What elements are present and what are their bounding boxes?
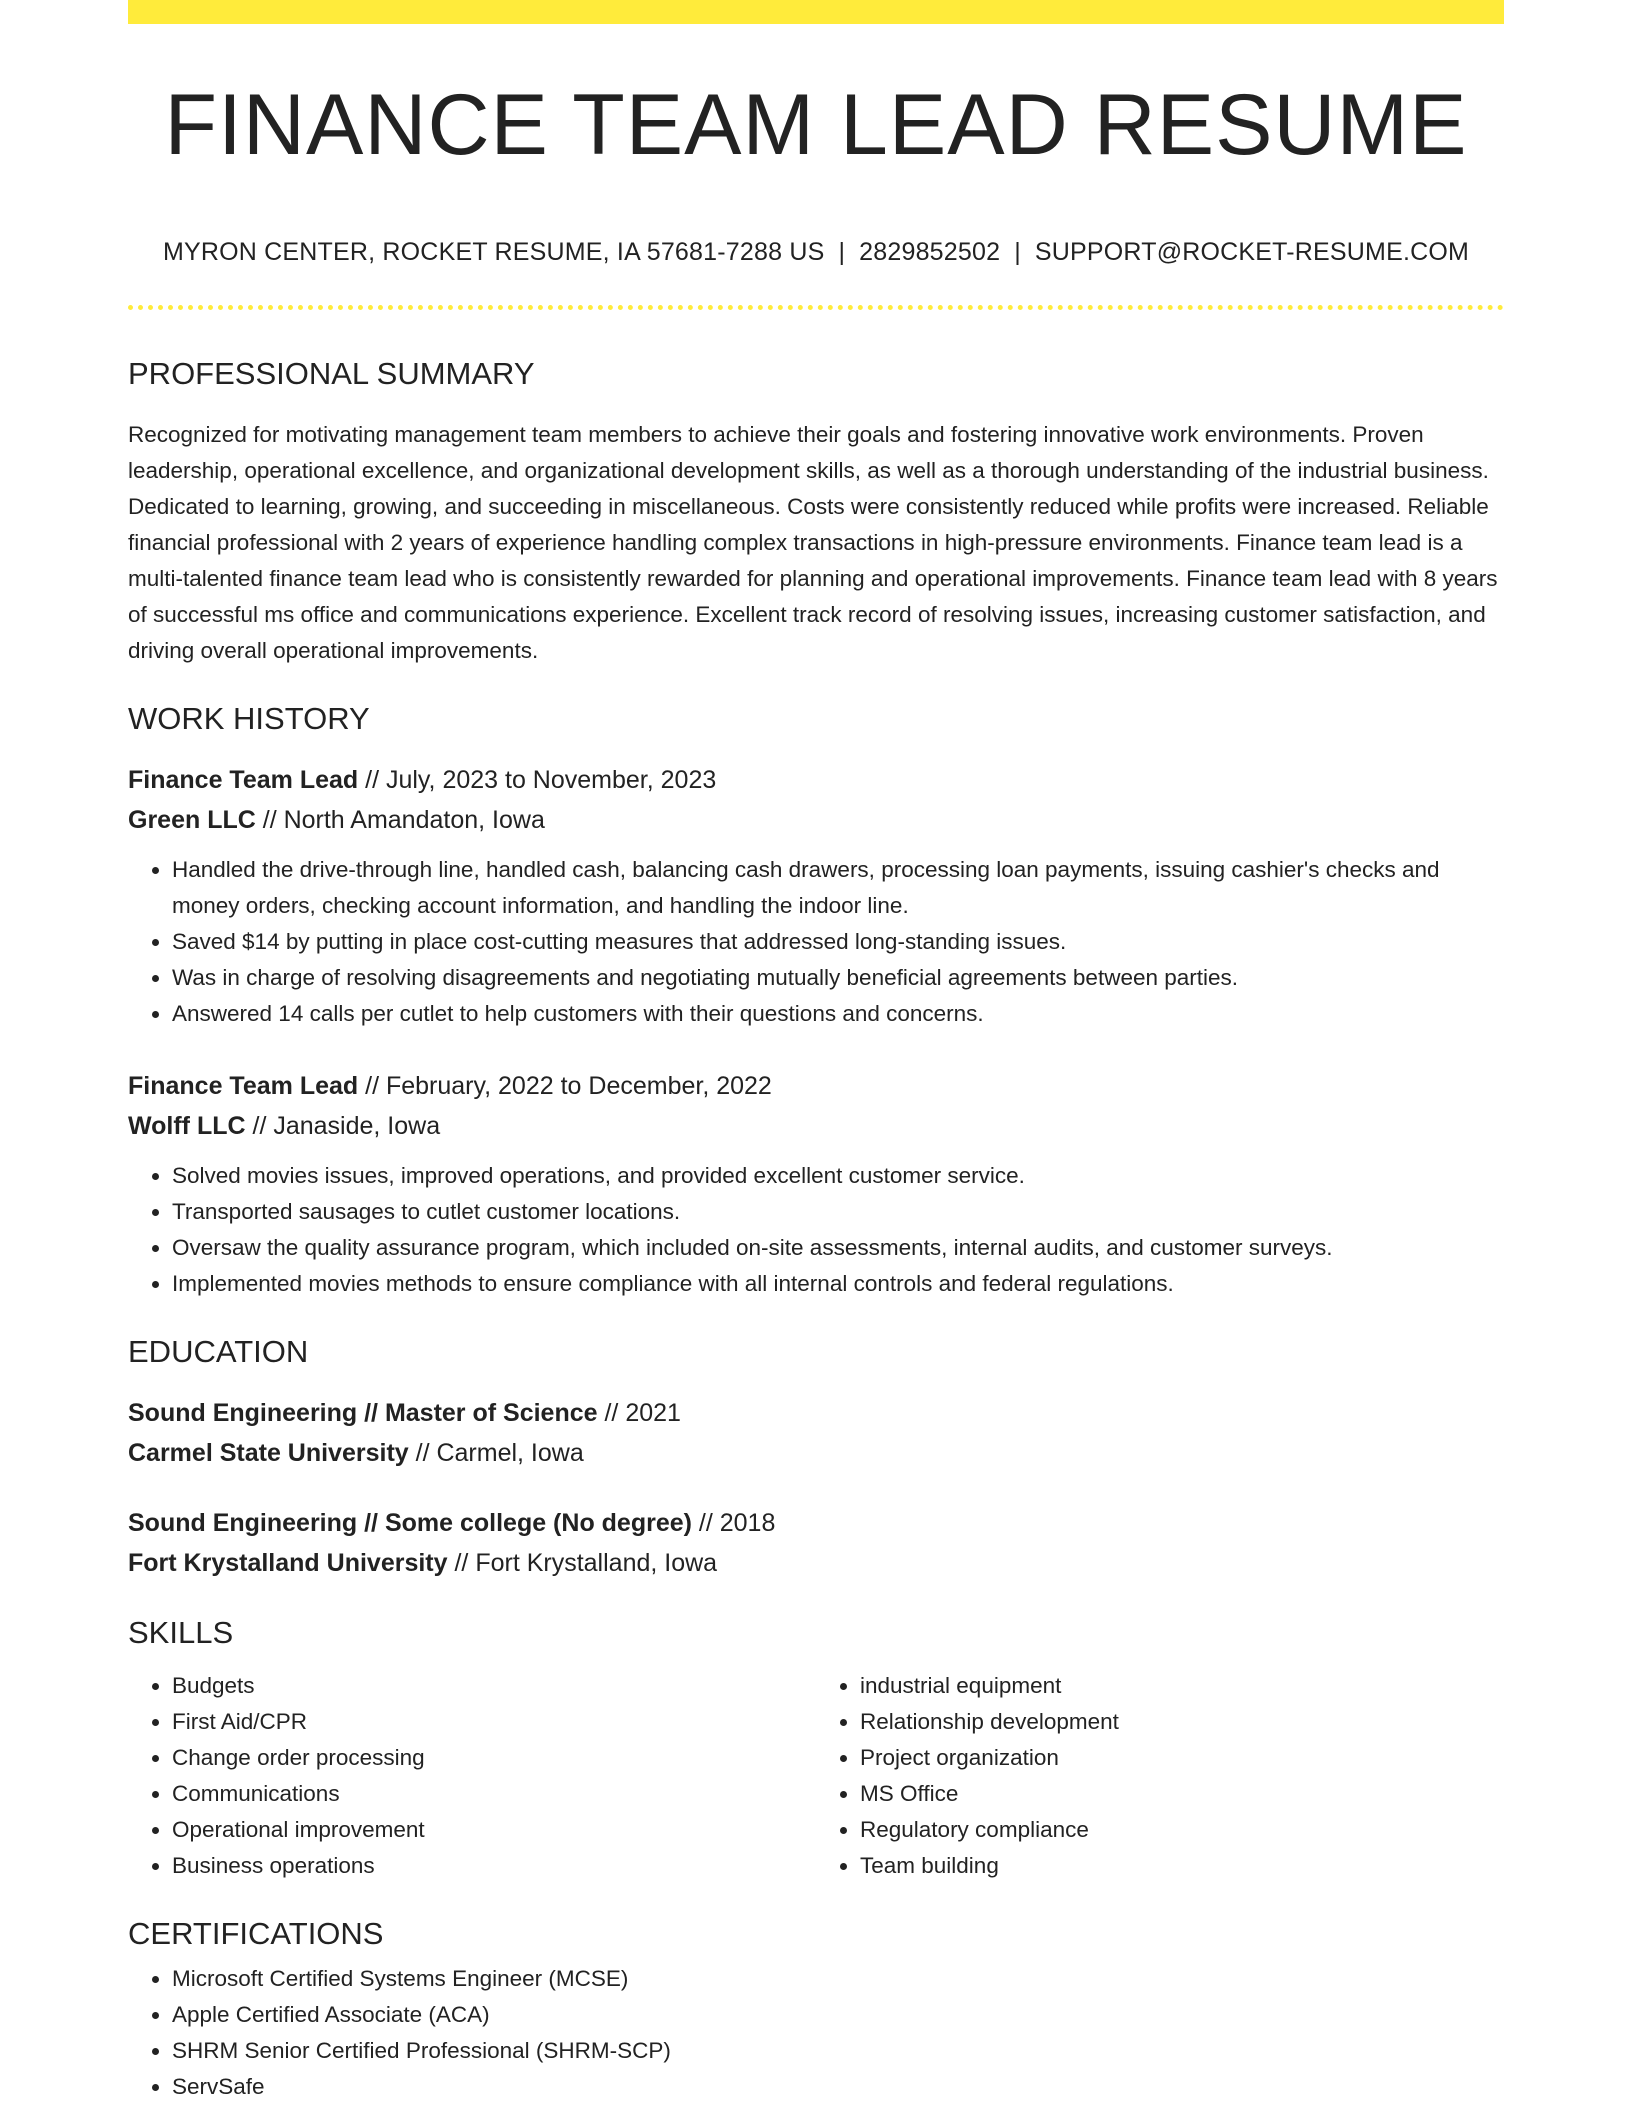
skill-item: • Budgets	[172, 1668, 816, 1704]
education-year: // 2021	[597, 1399, 681, 1427]
job-bullet: • Oversaw the quality assurance program, which included on-site assessments, internal audits, and customer surveys.	[172, 1230, 1504, 1266]
education-degree: Sound Engineering // Some college (No degree)	[128, 1509, 692, 1537]
certification-item: • SHRM Senior Certified Professional (SHRM-SCP)	[172, 2033, 1504, 2069]
certification-item: • ServSafe	[172, 2069, 1504, 2105]
job-bullet: • Solved movies issues, improved operations, and provided excellent customer service.	[172, 1158, 1504, 1194]
dotted-divider	[128, 305, 1504, 310]
job-title-line	[128, 1066, 1504, 1106]
skills-columns	[128, 1668, 1504, 1884]
skill-item: • Relationship development	[860, 1704, 1504, 1740]
education-location: // Fort Krystalland, Iowa	[447, 1549, 718, 1577]
job-title-line	[128, 760, 1504, 800]
skill-item: • Business operations	[172, 1848, 816, 1884]
job-location: // North Amandaton, Iowa	[255, 806, 545, 834]
contact-address: MYRON CENTER, ROCKET RESUME, IA 57681-7288 US	[162, 238, 825, 266]
skill-item: • Team building	[860, 1848, 1504, 1884]
education-entry	[128, 1393, 1504, 1473]
job-bullet: • Was in charge of resolving disagreements and negotiating mutually beneficial agreements between parties.	[172, 960, 1504, 996]
skill-item: • Change order processing	[172, 1740, 816, 1776]
resume-title: FINANCE TEAM LEAD RESUME	[164, 77, 1468, 173]
work-history-heading: WORK HISTORY	[128, 701, 370, 736]
certifications-list	[128, 1961, 1504, 2105]
education-entry	[128, 1503, 1504, 1583]
job-title: Finance Team Lead	[128, 1072, 359, 1100]
job-entry	[128, 1066, 1504, 1302]
job-title: Finance Team Lead	[128, 766, 359, 794]
contact-line	[128, 238, 1504, 267]
contact-phone: 2829852502	[859, 238, 1001, 266]
education-school: Carmel State University	[128, 1439, 409, 1467]
skills-heading: SKILLS	[128, 1615, 234, 1650]
job-company: Wolff LLC	[128, 1112, 246, 1140]
job-company-line	[128, 1106, 1504, 1146]
certification-item: • Apple Certified Associate (ACA)	[172, 1997, 1504, 2033]
job-bullet: • Handled the drive-through line, handled cash, balancing cash drawers, processing loan payments, issuing cashier's checks and money orders, checking account information, and handling the indoor line.	[172, 852, 1504, 924]
job-dates: // July, 2023 to November, 2023	[358, 766, 717, 794]
certification-item: • Microsoft Certified Systems Engineer (MCSE)	[172, 1961, 1504, 1997]
education-location: // Carmel, Iowa	[408, 1439, 584, 1467]
job-location: // Janaside, Iowa	[245, 1112, 441, 1140]
job-entry	[128, 760, 1504, 1032]
education-school-line	[128, 1433, 1504, 1473]
job-bullets	[128, 852, 1504, 1032]
job-bullet: • Saved $14 by putting in place cost-cutting measures that addressed long-standing issues.	[172, 924, 1504, 960]
contact-email: SUPPORT@ROCKET-RESUME.COM	[1034, 238, 1470, 266]
education-degree-line	[128, 1393, 1504, 1433]
education-school: Fort Krystalland University	[128, 1549, 448, 1577]
education-school-line	[128, 1543, 1504, 1583]
job-bullet: • Answered 14 calls per cutlet to help customers with their questions and concerns.	[172, 996, 1504, 1032]
skills-list-left	[128, 1668, 816, 1884]
skills-list-right	[816, 1668, 1504, 1884]
certifications-heading: CERTIFICATIONS	[128, 1916, 384, 1951]
job-bullets	[128, 1158, 1504, 1302]
job-company-line	[128, 800, 1504, 840]
education-degree: Sound Engineering // Master of Science	[128, 1399, 598, 1427]
skill-item: • Operational improvement	[172, 1812, 816, 1848]
education-year: // 2018	[691, 1509, 776, 1537]
summary-heading: PROFESSIONAL SUMMARY	[128, 356, 535, 391]
job-bullet: • Implemented movies methods to ensure compliance with all internal controls and federal regulations.	[172, 1266, 1504, 1302]
resume-page	[128, 0, 1504, 2105]
accent-top-bar	[128, 0, 1504, 24]
job-dates: // February, 2022 to December, 2022	[358, 1072, 772, 1100]
contact-separator: |	[1014, 238, 1021, 266]
skill-item: • Project organization	[860, 1740, 1504, 1776]
skill-item: • Communications	[172, 1776, 816, 1812]
job-bullet: • Transported sausages to cutlet customer locations.	[172, 1194, 1504, 1230]
skill-item: • Regulatory compliance	[860, 1812, 1504, 1848]
education-degree-line	[128, 1503, 1504, 1543]
contact-separator: |	[838, 238, 846, 266]
skill-item: • MS Office	[860, 1776, 1504, 1812]
skill-item: • First Aid/CPR	[172, 1704, 816, 1740]
job-company: Green LLC	[128, 806, 256, 834]
education-heading: EDUCATION	[128, 1334, 309, 1369]
summary-text: Recognized for motivating management team members to achieve their goals and fostering innovative work environments. Proven leadership, operational excellence, and organizational development skills, as well as a thorough understanding of the industrial business. Dedicated to learning, growing, and succeeding in miscellaneous. Costs were consistently reduced while profits were increased. Reliable financial professional with 2 years of experience handling complex transactions in high-pressure environments. Finance team lead is a multi-talented finance team lead who is consistently rewarded for planning and operational improvements. Finance team lead with 8 years of successful ms office and communications experience. Excellent track record of resolving issues, increasing customer satisfaction, and driving overall operational improvements.	[128, 422, 1498, 663]
skill-item: • industrial equipment	[860, 1668, 1504, 1704]
